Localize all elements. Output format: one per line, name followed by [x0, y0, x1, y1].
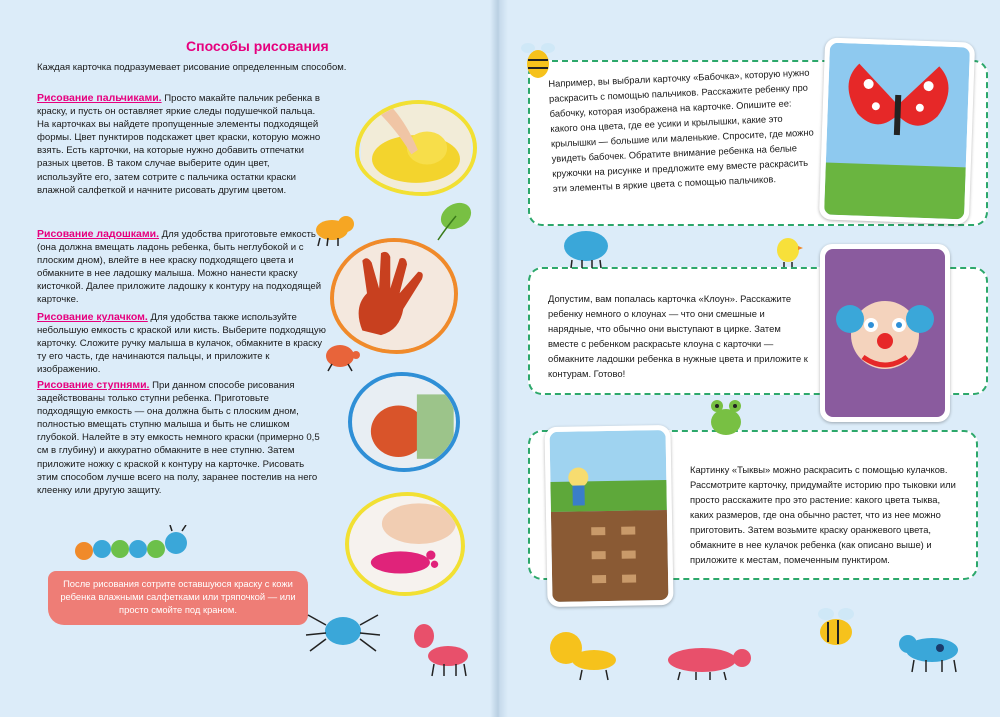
card-text: Картинку «Тыквы» можно раскрасить с помощью кулачков. Рассмотрите карточку, придумайте историю про тыковки или просто расскажите про это растение: какого цвета тыква, каких размеров, где она обычно растет, что из нее можно приготовить. Затем возьмите краску оранжевого цвета, обмакните в нее кулачок ребенка (как описано выше) и приложите к местам, помеченным пунктиром.: [690, 464, 956, 565]
frog-fingerprint-icon: [702, 396, 750, 442]
leaf-icon: [432, 198, 474, 242]
fist-paint-photo: [348, 372, 460, 472]
card-text: Например, вы выбрали карточку «Бабочка», которую нужно раскрасить с помощью пальчиков. Расскажите ребенку про бабочку, которая изображена на карточке. Опишите ее: какого она цвета, где ее усики и крылышки, какие это крылышки — большие или маленькие. Спросите, где можно увидеть бабочек. Обратите внимание ребенка на белые кружочки на рисунке и предложите ему вместе раскрасить эти элементы в яркие цвета с помощью пальчиков.: [548, 66, 814, 194]
chick-fingerprint-icon: [772, 230, 804, 268]
card-text: Допустим, вам попалась карточка «Клоун». Расскажите ребенку немного о клоунах — что они смешные и нарядные, что обычно они выступают в цирке. Затем вместе с ребенком раскрасьте клоуна с карточки — обмакните ладошки ребенка в нужные цвета и приложите к контурам. Готово!: [548, 293, 808, 379]
section-finger: [37, 92, 327, 197]
page-title: Способы рисования: [186, 38, 329, 54]
finger-paint-photo: [355, 100, 477, 196]
book-spine: [490, 0, 508, 717]
pig-fingerprint-icon: [660, 638, 756, 682]
clown-card-image: [820, 244, 950, 422]
tiger-fingerprint-icon: [310, 210, 356, 248]
section-text: Просто макайте пальчик ребенка в краску, и пусть он оставляет яркие следы подушечкой пальца. На карточках вы найдете пропущенные элементы подходящей формы. Цвет пунктиров подскажет цвет краски, которую можно взять. Есть карточки, на которые нужно добавить отпечатки разных цветов. В таком случае выберите один цвет, используйте его, затем сотрите с пальчика остатки краски влажной салфеткой и начните рисовать другим цветом.: [37, 93, 321, 196]
section-feet: [37, 379, 327, 497]
lion-fingerprint-icon: [546, 626, 622, 682]
section-heading: Рисование кулачком.: [37, 311, 148, 323]
horse-fingerprint-icon: [408, 618, 480, 678]
palm-paint-photo: [330, 238, 458, 354]
bee-fingerprint-icon: [518, 38, 560, 84]
foot-paint-photo: [345, 492, 465, 596]
section-text: При данном способе рисования задействованы только ступни ребенка. Приготовьте подходящую емкость — она должна быть с плоским дном, полностью вмещать ступню малыша и быть не слишком глубокой. Налейте в эту емкость немного краски (примерно 0,5 см в глубину) и аккуратно обмакните в нее ступню. Затем приложите ножку с краской к контуру на карточке. Рисовать этим способом лучше всего на полу, заранее постелив на него клеенку или другую защиту.: [37, 380, 320, 496]
section-text: Для удобства приготовьте емкость (она должна вмещать ладонь ребенка, быть неглубокой и с плоским дном), влейте в нее краску подходящего цвета и обмакните в нее ладошку малыша. Можно нанести краску кисточкой. Далее приложите ладошку к контуру на подходящей карточке.: [37, 229, 322, 306]
cow-fingerprint-icon: [896, 624, 966, 674]
turtle-fingerprint-icon: [318, 338, 362, 374]
section-heading: Рисование ладошками.: [37, 228, 159, 240]
elephant-fingerprint-icon: [558, 226, 614, 270]
section-heading: Рисование пальчиками.: [37, 92, 162, 104]
section-palm: [37, 228, 327, 307]
caterpillar-fingerprint-icon: [72, 525, 192, 567]
section-heading: Рисование ступнями.: [37, 379, 150, 391]
rinse-note: После рисования сотрите оставшуюся краску с кожи ребенка влажными салфетками или тряпочкой — или просто смойте под краном.: [48, 571, 308, 625]
bee-fingerprint-icon: [808, 604, 864, 652]
butterfly-card-image: [819, 37, 975, 224]
intro-text: Каждая карточка подразумевает рисование определенным способом.: [37, 62, 347, 73]
pumpkin-card-image: [544, 425, 673, 607]
section-fist: [37, 311, 327, 376]
spider-fingerprint-icon: [302, 605, 384, 657]
section-text: Для удобства также используйте небольшую емкость с краской или кисть. Выберите подходящую карточку. Сложите ручку малыша в кулачок, обмакните в краску ту его часть, где начинаются пальцы, и приложите к изображению.: [37, 312, 326, 376]
